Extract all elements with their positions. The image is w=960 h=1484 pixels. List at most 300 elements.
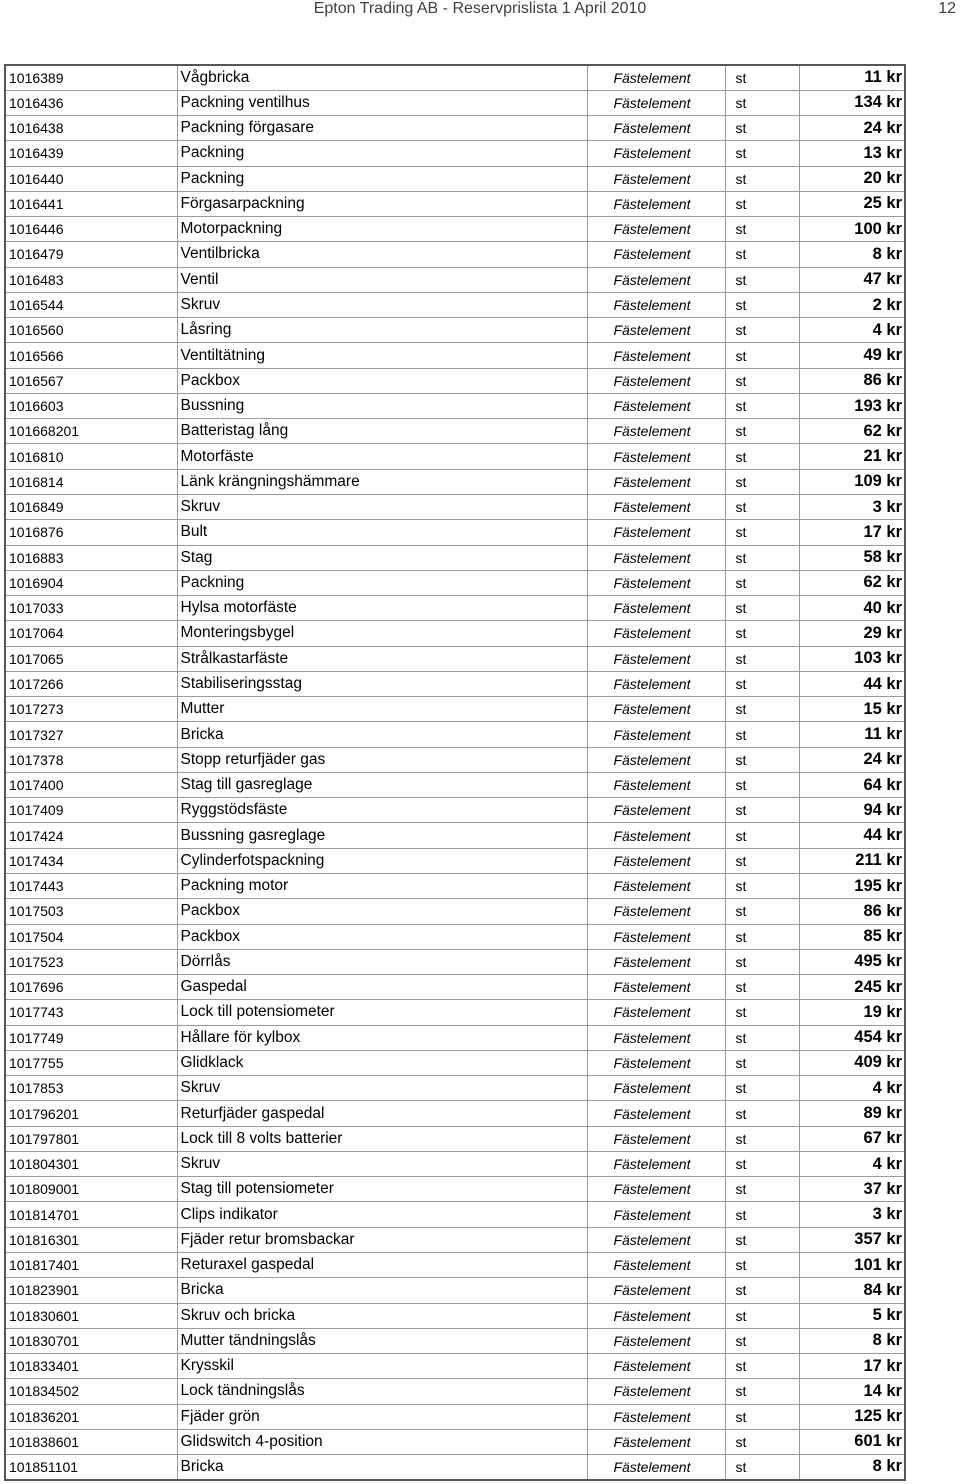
table-row: [5, 722, 905, 747]
table-row: [5, 949, 905, 974]
price-cell: 8 kr: [799, 1328, 905, 1353]
unit-cell: st: [725, 1404, 799, 1429]
unit-cell: st: [725, 1227, 799, 1252]
price-cell: 5 kr: [799, 1303, 905, 1328]
description-cell: Packning motor: [177, 874, 587, 899]
table-row: [5, 141, 905, 166]
table-row: [5, 495, 905, 520]
price-cell: 11 kr: [799, 722, 905, 747]
price-cell: 409 kr: [799, 1050, 905, 1075]
description-cell: Ventiltätning: [177, 343, 587, 368]
price-cell: 125 kr: [799, 1404, 905, 1429]
page-number: 12: [938, 0, 956, 17]
article-number-cell: 1016440: [5, 166, 177, 191]
article-number-cell: 1017378: [5, 747, 177, 772]
article-number-cell: 1016439: [5, 141, 177, 166]
description-cell: Motorpackning: [177, 217, 587, 242]
category-cell: Fästelement: [587, 1429, 725, 1454]
description-cell: Motorfäste: [177, 444, 587, 469]
article-number-cell: 1016438: [5, 116, 177, 141]
article-number-cell: 1017749: [5, 1025, 177, 1050]
article-number-cell: 1016904: [5, 570, 177, 595]
document-title: Epton Trading AB - Reservprislista 1 April 2010: [313, 0, 647, 17]
description-cell: Mutter: [177, 697, 587, 722]
article-number-cell: 1017266: [5, 671, 177, 696]
category-cell: Fästelement: [587, 1354, 725, 1379]
category-cell: Fästelement: [587, 874, 725, 899]
description-cell: Hållare för kylbox: [177, 1025, 587, 1050]
table-row: [5, 217, 905, 242]
article-number-cell: 1017743: [5, 1000, 177, 1025]
article-number-cell: 1017503: [5, 899, 177, 924]
unit-cell: st: [725, 1202, 799, 1227]
category-cell: Fästelement: [587, 1227, 725, 1252]
description-cell: Stabiliseringsstag: [177, 671, 587, 696]
price-cell: 21 kr: [799, 444, 905, 469]
description-cell: Vågbricka: [177, 65, 587, 90]
table-row: [5, 65, 905, 90]
article-number-cell: 1017755: [5, 1050, 177, 1075]
category-cell: Fästelement: [587, 1076, 725, 1101]
description-cell: Bricka: [177, 1278, 587, 1303]
table-row: [5, 166, 905, 191]
category-cell: Fästelement: [587, 1252, 725, 1277]
price-cell: 85 kr: [799, 924, 905, 949]
category-cell: Fästelement: [587, 570, 725, 595]
article-number-cell: 1016876: [5, 520, 177, 545]
unit-cell: st: [725, 949, 799, 974]
category-cell: Fästelement: [587, 722, 725, 747]
description-cell: Mutter tändningslås: [177, 1328, 587, 1353]
unit-cell: st: [725, 419, 799, 444]
price-cell: 103 kr: [799, 646, 905, 671]
price-cell: 15 kr: [799, 697, 905, 722]
category-cell: Fästelement: [587, 1455, 725, 1480]
table-row: [5, 975, 905, 1000]
table-row: [5, 545, 905, 570]
description-cell: Clips indikator: [177, 1202, 587, 1227]
category-cell: Fästelement: [587, 318, 725, 343]
unit-cell: st: [725, 1076, 799, 1101]
unit-cell: st: [725, 823, 799, 848]
article-number-cell: 1017033: [5, 596, 177, 621]
price-cell: 62 kr: [799, 570, 905, 595]
table-row: [5, 924, 905, 949]
table-row: [5, 1177, 905, 1202]
price-cell: 11 kr: [799, 65, 905, 90]
unit-cell: st: [725, 1177, 799, 1202]
table-row: [5, 1455, 905, 1480]
description-cell: Ventilbricka: [177, 242, 587, 267]
description-cell: Returaxel gaspedal: [177, 1252, 587, 1277]
table-row: [5, 1025, 905, 1050]
unit-cell: st: [725, 1379, 799, 1404]
category-cell: Fästelement: [587, 90, 725, 115]
article-number-cell: 1016479: [5, 242, 177, 267]
page-header: [0, 0, 960, 22]
article-number-cell: 101851101: [5, 1455, 177, 1480]
description-cell: Packning: [177, 141, 587, 166]
category-cell: Fästelement: [587, 1000, 725, 1025]
category-cell: Fästelement: [587, 166, 725, 191]
category-cell: Fästelement: [587, 949, 725, 974]
category-cell: Fästelement: [587, 343, 725, 368]
description-cell: Låsring: [177, 318, 587, 343]
unit-cell: st: [725, 1328, 799, 1353]
unit-cell: st: [725, 1252, 799, 1277]
table-row: [5, 874, 905, 899]
article-number-cell: 1016567: [5, 368, 177, 393]
price-cell: 8 kr: [799, 1455, 905, 1480]
table-row: [5, 1404, 905, 1429]
unit-cell: st: [725, 469, 799, 494]
category-cell: Fästelement: [587, 545, 725, 570]
unit-cell: st: [725, 267, 799, 292]
article-number-cell: 1017853: [5, 1076, 177, 1101]
category-cell: Fästelement: [587, 798, 725, 823]
price-cell: 195 kr: [799, 874, 905, 899]
category-cell: Fästelement: [587, 1025, 725, 1050]
unit-cell: st: [725, 368, 799, 393]
unit-cell: st: [725, 646, 799, 671]
table-row: [5, 1303, 905, 1328]
price-cell: 24 kr: [799, 747, 905, 772]
unit-cell: st: [725, 924, 799, 949]
description-cell: Fjäder grön: [177, 1404, 587, 1429]
category-cell: Fästelement: [587, 217, 725, 242]
table-row: [5, 1379, 905, 1404]
article-number-cell: 1016389: [5, 65, 177, 90]
unit-cell: st: [725, 596, 799, 621]
description-cell: Packning: [177, 166, 587, 191]
table-row: [5, 1076, 905, 1101]
description-cell: Monteringsbygel: [177, 621, 587, 646]
unit-cell: st: [725, 65, 799, 90]
article-number-cell: 1016603: [5, 393, 177, 418]
table-row: [5, 621, 905, 646]
article-number-cell: 101836201: [5, 1404, 177, 1429]
table-row: [5, 318, 905, 343]
description-cell: Skruv och bricka: [177, 1303, 587, 1328]
article-number-cell: 101823901: [5, 1278, 177, 1303]
category-cell: Fästelement: [587, 141, 725, 166]
unit-cell: st: [725, 899, 799, 924]
category-cell: Fästelement: [587, 520, 725, 545]
category-cell: Fästelement: [587, 444, 725, 469]
article-number-cell: 101833401: [5, 1354, 177, 1379]
description-cell: Lock till 8 volts batterier: [177, 1126, 587, 1151]
price-cell: 17 kr: [799, 520, 905, 545]
table-row: [5, 343, 905, 368]
unit-cell: st: [725, 1126, 799, 1151]
description-cell: Glidswitch 4-position: [177, 1429, 587, 1454]
table-row: [5, 469, 905, 494]
price-cell: 62 kr: [799, 419, 905, 444]
description-cell: Skruv: [177, 1076, 587, 1101]
article-number-cell: 101809001: [5, 1177, 177, 1202]
category-cell: Fästelement: [587, 1202, 725, 1227]
article-number-cell: 1017696: [5, 975, 177, 1000]
category-cell: Fästelement: [587, 292, 725, 317]
article-number-cell: 1017504: [5, 924, 177, 949]
unit-cell: st: [725, 1303, 799, 1328]
article-number-cell: 1017065: [5, 646, 177, 671]
description-cell: Skruv: [177, 1151, 587, 1176]
table-row: [5, 747, 905, 772]
unit-cell: st: [725, 772, 799, 797]
price-cell: 101 kr: [799, 1252, 905, 1277]
unit-cell: st: [725, 116, 799, 141]
unit-cell: st: [725, 621, 799, 646]
description-cell: Packning: [177, 570, 587, 595]
article-number-cell: 1017064: [5, 621, 177, 646]
unit-cell: st: [725, 141, 799, 166]
table-row: [5, 116, 905, 141]
table-row: [5, 419, 905, 444]
category-cell: Fästelement: [587, 116, 725, 141]
table-row: [5, 596, 905, 621]
category-cell: Fästelement: [587, 1101, 725, 1126]
price-cell: 357 kr: [799, 1227, 905, 1252]
table-row: [5, 1252, 905, 1277]
price-cell: 13 kr: [799, 141, 905, 166]
table-row: [5, 267, 905, 292]
category-cell: Fästelement: [587, 646, 725, 671]
price-cell: 211 kr: [799, 848, 905, 873]
table-row: [5, 671, 905, 696]
description-cell: Packning ventilhus: [177, 90, 587, 115]
price-cell: 86 kr: [799, 368, 905, 393]
price-cell: 67 kr: [799, 1126, 905, 1151]
description-cell: Returfjäder gaspedal: [177, 1101, 587, 1126]
description-cell: Ryggstödsfäste: [177, 798, 587, 823]
unit-cell: st: [725, 495, 799, 520]
unit-cell: st: [725, 722, 799, 747]
category-cell: Fästelement: [587, 823, 725, 848]
category-cell: Fästelement: [587, 1050, 725, 1075]
table-row: [5, 646, 905, 671]
category-cell: Fästelement: [587, 242, 725, 267]
table-row: [5, 1278, 905, 1303]
description-cell: Packbox: [177, 924, 587, 949]
price-cell: 49 kr: [799, 343, 905, 368]
category-cell: Fästelement: [587, 975, 725, 1000]
table-row: [5, 444, 905, 469]
price-cell: 100 kr: [799, 217, 905, 242]
table-row: [5, 368, 905, 393]
category-cell: Fästelement: [587, 899, 725, 924]
price-cell: 17 kr: [799, 1354, 905, 1379]
unit-cell: st: [725, 520, 799, 545]
price-cell: 2 kr: [799, 292, 905, 317]
article-number-cell: 1017327: [5, 722, 177, 747]
price-list-table-container: [4, 64, 904, 1481]
unit-cell: st: [725, 545, 799, 570]
unit-cell: st: [725, 242, 799, 267]
article-number-cell: 1017273: [5, 697, 177, 722]
table-row: [5, 823, 905, 848]
description-cell: Skruv: [177, 495, 587, 520]
price-cell: 134 kr: [799, 90, 905, 115]
price-cell: 4 kr: [799, 318, 905, 343]
description-cell: Gaspedal: [177, 975, 587, 1000]
table-row: [5, 848, 905, 873]
table-row: [5, 1227, 905, 1252]
description-cell: Stag: [177, 545, 587, 570]
unit-cell: st: [725, 697, 799, 722]
article-number-cell: 1016483: [5, 267, 177, 292]
unit-cell: st: [725, 318, 799, 343]
description-cell: Lock till potensiometer: [177, 1000, 587, 1025]
table-row: [5, 393, 905, 418]
description-cell: Packbox: [177, 368, 587, 393]
table-row: [5, 191, 905, 216]
article-number-cell: 101804301: [5, 1151, 177, 1176]
unit-cell: st: [725, 975, 799, 1000]
price-cell: 8 kr: [799, 242, 905, 267]
description-cell: Bricka: [177, 1455, 587, 1480]
category-cell: Fästelement: [587, 1379, 725, 1404]
category-cell: Fästelement: [587, 1303, 725, 1328]
table-row: [5, 1000, 905, 1025]
price-list-body: [5, 65, 905, 1480]
table-row: [5, 520, 905, 545]
price-cell: 25 kr: [799, 191, 905, 216]
unit-cell: st: [725, 444, 799, 469]
unit-cell: st: [725, 671, 799, 696]
article-number-cell: 1016436: [5, 90, 177, 115]
description-cell: Länk krängningshämmare: [177, 469, 587, 494]
category-cell: Fästelement: [587, 621, 725, 646]
article-number-cell: 1016883: [5, 545, 177, 570]
description-cell: Stopp returfjäder gas: [177, 747, 587, 772]
price-cell: 86 kr: [799, 899, 905, 924]
price-cell: 109 kr: [799, 469, 905, 494]
category-cell: Fästelement: [587, 191, 725, 216]
description-cell: Packning förgasare: [177, 116, 587, 141]
table-row: [5, 1050, 905, 1075]
category-cell: Fästelement: [587, 419, 725, 444]
table-row: [5, 899, 905, 924]
article-number-cell: 101830701: [5, 1328, 177, 1353]
description-cell: Bricka: [177, 722, 587, 747]
price-cell: 4 kr: [799, 1151, 905, 1176]
table-row: [5, 798, 905, 823]
unit-cell: st: [725, 747, 799, 772]
unit-cell: st: [725, 90, 799, 115]
description-cell: Packbox: [177, 899, 587, 924]
description-cell: Cylinderfotspackning: [177, 848, 587, 873]
table-row: [5, 90, 905, 115]
description-cell: Ventil: [177, 267, 587, 292]
description-cell: Stag till gasreglage: [177, 772, 587, 797]
unit-cell: st: [725, 217, 799, 242]
article-number-cell: 1017409: [5, 798, 177, 823]
article-number-cell: 1016849: [5, 495, 177, 520]
article-number-cell: 1016446: [5, 217, 177, 242]
table-row: [5, 242, 905, 267]
category-cell: Fästelement: [587, 1151, 725, 1176]
price-cell: 3 kr: [799, 495, 905, 520]
description-cell: Glidklack: [177, 1050, 587, 1075]
unit-cell: st: [725, 1354, 799, 1379]
article-number-cell: 1017424: [5, 823, 177, 848]
unit-cell: st: [725, 1000, 799, 1025]
category-cell: Fästelement: [587, 1126, 725, 1151]
unit-cell: st: [725, 1151, 799, 1176]
price-cell: 454 kr: [799, 1025, 905, 1050]
article-number-cell: 101817401: [5, 1252, 177, 1277]
table-row: [5, 697, 905, 722]
unit-cell: st: [725, 798, 799, 823]
price-cell: 47 kr: [799, 267, 905, 292]
article-number-cell: 1017434: [5, 848, 177, 873]
category-cell: Fästelement: [587, 596, 725, 621]
article-number-cell: 1017400: [5, 772, 177, 797]
table-row: [5, 1328, 905, 1353]
category-cell: Fästelement: [587, 772, 725, 797]
price-cell: 29 kr: [799, 621, 905, 646]
unit-cell: st: [725, 1429, 799, 1454]
price-cell: 44 kr: [799, 671, 905, 696]
price-cell: 601 kr: [799, 1429, 905, 1454]
article-number-cell: 1016814: [5, 469, 177, 494]
category-cell: Fästelement: [587, 848, 725, 873]
price-cell: 89 kr: [799, 1101, 905, 1126]
category-cell: Fästelement: [587, 65, 725, 90]
description-cell: Fjäder retur bromsbackar: [177, 1227, 587, 1252]
category-cell: Fästelement: [587, 747, 725, 772]
article-number-cell: 101668201: [5, 419, 177, 444]
category-cell: Fästelement: [587, 1177, 725, 1202]
description-cell: Krysskil: [177, 1354, 587, 1379]
article-number-cell: 101797801: [5, 1126, 177, 1151]
category-cell: Fästelement: [587, 495, 725, 520]
article-number-cell: 1016810: [5, 444, 177, 469]
price-cell: 20 kr: [799, 166, 905, 191]
article-number-cell: 1016560: [5, 318, 177, 343]
unit-cell: st: [725, 1101, 799, 1126]
description-cell: Hylsa motorfäste: [177, 596, 587, 621]
price-cell: 245 kr: [799, 975, 905, 1000]
price-cell: 3 kr: [799, 1202, 905, 1227]
table-row: [5, 1202, 905, 1227]
unit-cell: st: [725, 1455, 799, 1480]
price-cell: 64 kr: [799, 772, 905, 797]
description-cell: Dörrlås: [177, 949, 587, 974]
price-cell: 58 kr: [799, 545, 905, 570]
table-row: [5, 570, 905, 595]
article-number-cell: 1016566: [5, 343, 177, 368]
price-list-table: [4, 64, 906, 1481]
price-cell: 94 kr: [799, 798, 905, 823]
category-cell: Fästelement: [587, 393, 725, 418]
price-cell: 495 kr: [799, 949, 905, 974]
table-row: [5, 772, 905, 797]
price-cell: 84 kr: [799, 1278, 905, 1303]
unit-cell: st: [725, 393, 799, 418]
unit-cell: st: [725, 166, 799, 191]
description-cell: Batteristag lång: [177, 419, 587, 444]
article-number-cell: 1016544: [5, 292, 177, 317]
article-number-cell: 101816301: [5, 1227, 177, 1252]
article-number-cell: 1016441: [5, 191, 177, 216]
table-row: [5, 1429, 905, 1454]
article-number-cell: 101814701: [5, 1202, 177, 1227]
description-cell: Bult: [177, 520, 587, 545]
description-cell: Förgasarpackning: [177, 191, 587, 216]
price-cell: 37 kr: [799, 1177, 905, 1202]
